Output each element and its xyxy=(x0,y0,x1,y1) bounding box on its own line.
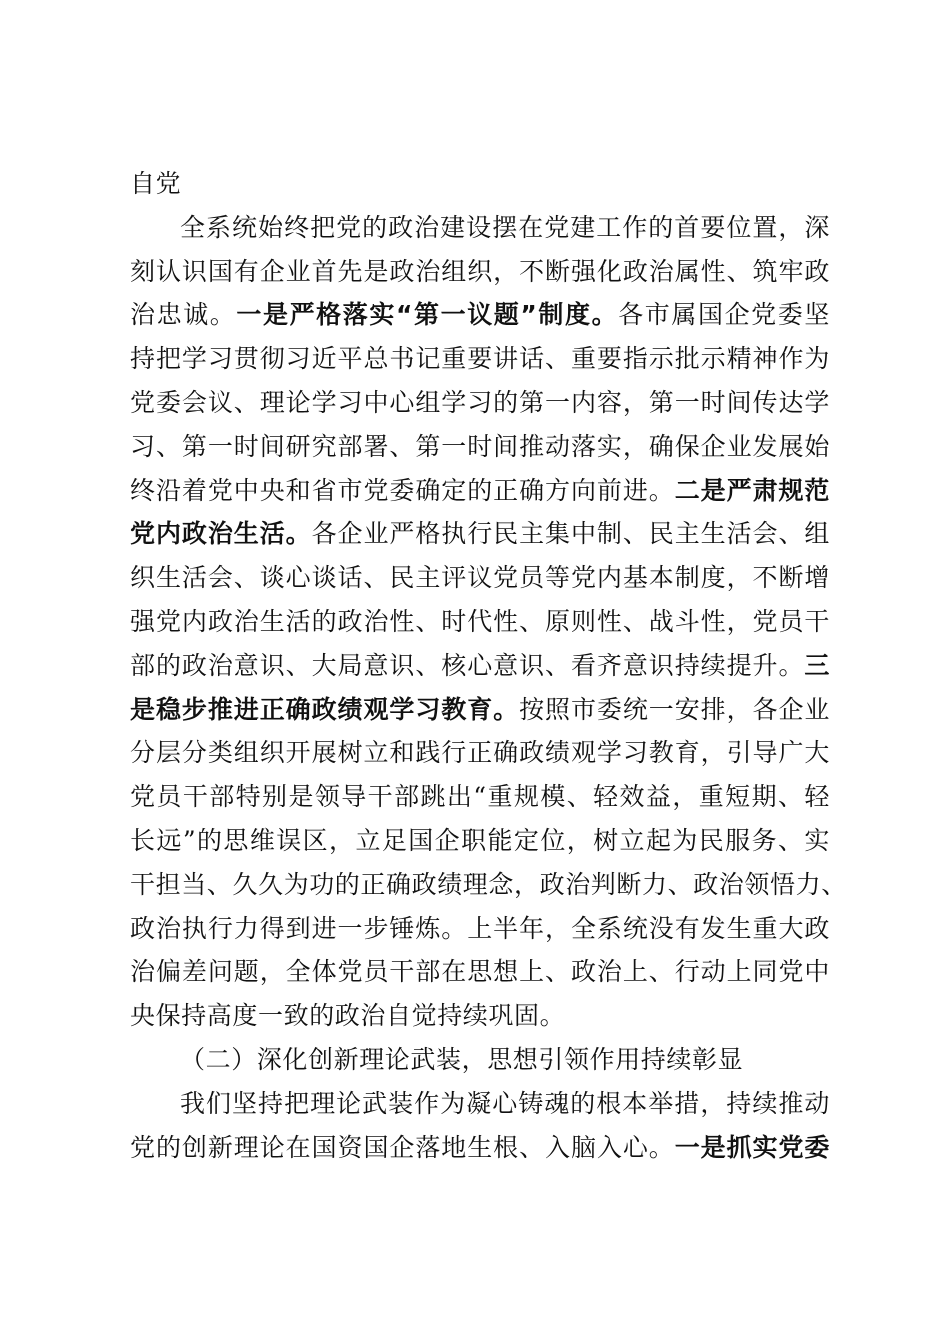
text-run: 政治执行力得到进一步锤炼。上半年，全系统没有发生重大政 xyxy=(130,913,830,943)
paragraph-line xyxy=(130,1126,830,1170)
text-run: 终沿着党中央和省市党委确定的正确方向前进。 xyxy=(130,475,675,505)
text-run: 刻认识国有企业首先是政治组织，不断强化政治属性、筑牢政 xyxy=(130,256,830,286)
paragraph-line xyxy=(130,688,830,732)
paragraph-line xyxy=(130,162,830,206)
text-run: 分层分类组织开展树立和践行正确政绩观学习教育，引导广大 xyxy=(130,738,830,768)
paragraph-line xyxy=(130,863,847,907)
bold-phrase: 二是严肃规范 xyxy=(674,475,830,505)
paragraph-line xyxy=(130,293,830,337)
text-run: 自党 xyxy=(130,169,182,198)
text-run: 治偏差问题，全体党员干部在思想上、政治上、行动上同党中 xyxy=(130,957,830,987)
paragraph-line xyxy=(130,381,830,425)
text-run: 党的创新理论在国资国企落地生根、入脑入心。 xyxy=(130,1132,675,1162)
bold-phrase: 一是抓实党委 xyxy=(674,1132,830,1162)
text-run: 我们坚持把理论武装作为凝心铸魂的根本举措，持续推动 xyxy=(180,1088,830,1118)
paragraph-line xyxy=(130,907,830,951)
text-run: 习、第一时间研究部署、第一时间推动落实，确保企业发展始 xyxy=(130,431,830,461)
text-run: 党员干部特别是领导干部跳出“重规模、轻效益，重短期、轻 xyxy=(130,782,830,812)
bold-phrase: 三 xyxy=(804,650,830,680)
section-heading xyxy=(130,1038,830,1082)
text-run: 各市属国企党委坚 xyxy=(618,300,830,330)
paragraph-line xyxy=(130,206,830,250)
text-run: 按照市委统一安排，各企业 xyxy=(519,694,830,724)
text-run: 党委会议、理论学习中心组学习的第一内容，第一时间传达学 xyxy=(130,387,830,417)
text-run: 强党内政治生活的政治性、时代性、原则性、战斗性，党员干 xyxy=(130,606,830,636)
text-run: （二）深化创新理论武装，思想引领作用持续彰显 xyxy=(180,1044,744,1074)
paragraph-line xyxy=(130,337,830,381)
paragraph-line xyxy=(130,512,830,556)
paragraph-line xyxy=(130,644,830,688)
text-run: 各企业严格执行民主集中制、民主生活会、组 xyxy=(311,519,830,549)
text-run: 治忠诚。 xyxy=(130,300,237,330)
paragraph-line xyxy=(130,950,830,994)
paragraph-line xyxy=(130,1082,830,1126)
paragraph-line xyxy=(130,819,830,863)
text-run: 持把学习贯彻习近平总书记重要讲话、重要指示批示精神作为 xyxy=(130,344,830,374)
document-body xyxy=(130,162,847,1169)
text-run: 长远”的思维误区，立足国企职能定位，树立起为民服务、实 xyxy=(130,825,830,855)
document-page xyxy=(130,162,847,1169)
paragraph-line xyxy=(130,775,830,819)
paragraph-line xyxy=(130,425,830,469)
bold-phrase: 一是严格落实“第一议题”制度。 xyxy=(236,300,619,330)
paragraph-line xyxy=(130,250,830,294)
paragraph-line xyxy=(130,994,830,1038)
paragraph-line xyxy=(130,556,830,600)
paragraph-line xyxy=(130,469,830,513)
bold-phrase: 党内政治生活。 xyxy=(130,519,312,549)
paragraph-line xyxy=(130,600,830,644)
text-run: 干担当、久久为功的正确政绩理念，政治判断力、政治领悟力、 xyxy=(130,869,847,899)
bold-phrase: 是稳步推进正确政绩观学习教育。 xyxy=(130,694,520,724)
paragraph-line xyxy=(130,731,830,775)
text-run: 全系统始终把党的政治建设摆在党建工作的首要位置，深 xyxy=(180,212,830,242)
text-run: 央保持高度一致的政治自觉持续巩固。 xyxy=(130,1001,566,1031)
text-run: 织生活会、谈心谈话、民主评议党员等党内基本制度，不断增 xyxy=(130,563,830,593)
text-run: 部的政治意识、大局意识、核心意识、看齐意识持续提升。 xyxy=(130,650,805,680)
